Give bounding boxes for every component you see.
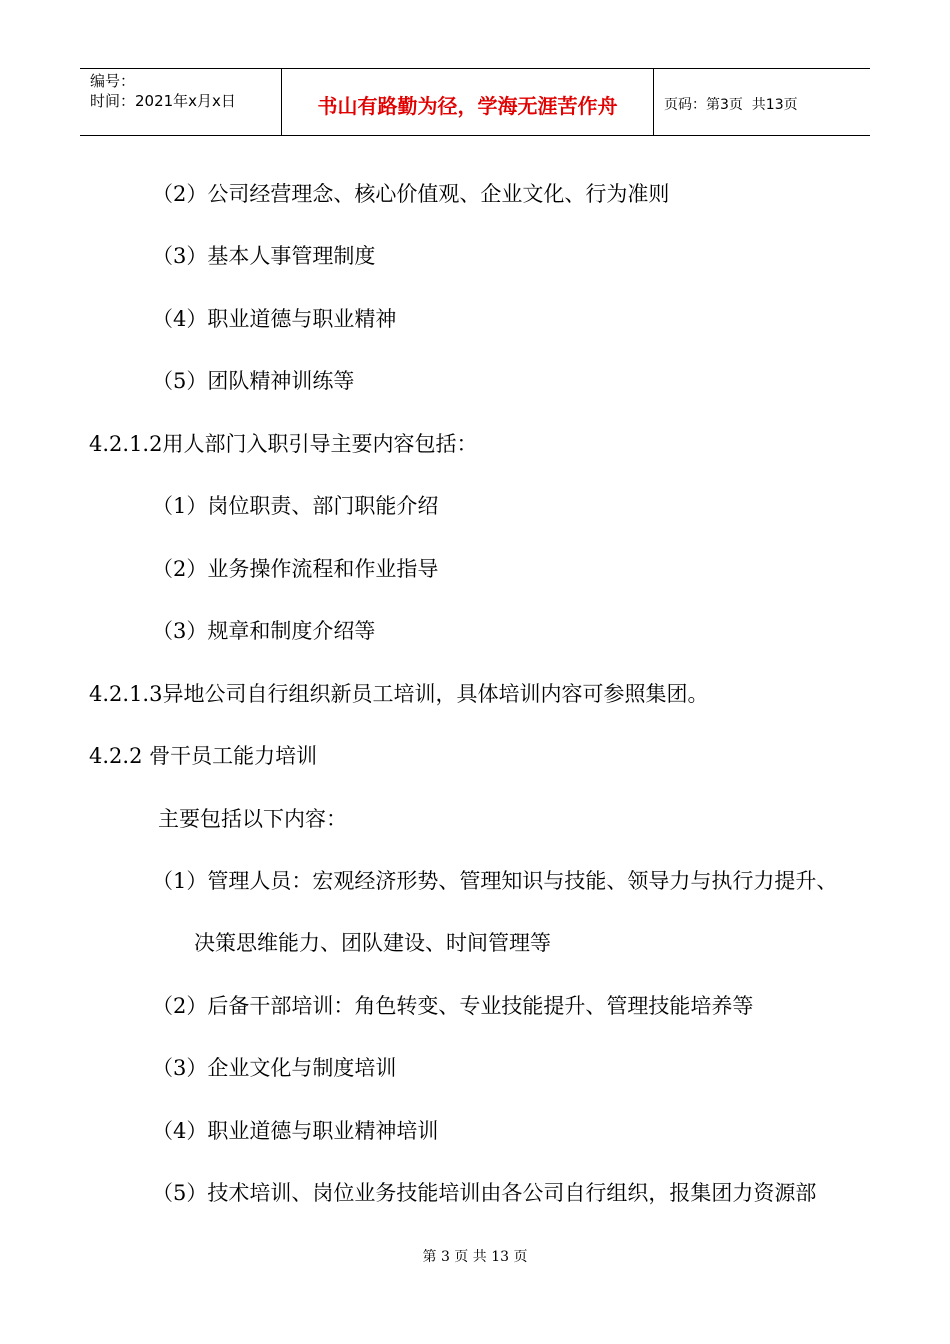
page-footer: 第 3 页 共 13 页 — [422, 1249, 528, 1265]
body-line: （3）规章和制度介绍等 — [152, 619, 376, 643]
body-line-continuation: 决策思维能力、团队建设、时间管理等 — [194, 931, 551, 955]
body-line: （5）技术培训、岗位业务技能培训由各公司自行组织，报集团力资源部 — [152, 1181, 817, 1205]
body-line: （1）岗位职责、部门职能介绍 — [152, 494, 439, 518]
body-line: （4）职业道德与职业精神 — [152, 307, 397, 331]
body-line: （3）基本人事管理制度 — [152, 244, 376, 268]
document-number-label: 编号： — [90, 72, 136, 90]
body-line: （3）企业文化与制度培训 — [152, 1056, 397, 1080]
header-meta-cell — [80, 69, 282, 135]
header-motto: 书山有路勤为径，学海无涯苦作舟 — [317, 93, 618, 118]
section-heading: 4.2.1.2用人部门入职引导主要内容包括： — [89, 432, 478, 456]
header-page-info: 页码：第3页 共13页 — [664, 97, 798, 113]
header-motto-cell — [282, 69, 654, 135]
body-line: （5）团队精神训练等 — [152, 369, 355, 393]
section-heading: 4.2.2 骨干员工能力培训 — [89, 744, 318, 768]
body-line: （1）管理人员：宏观经济形势、管理知识与技能、领导力与执行力提升、 — [152, 869, 838, 893]
body-line: （2）后备干部培训：角色转变、专业技能提升、管理技能培养等 — [152, 994, 754, 1018]
document-header — [80, 68, 870, 136]
header-page-cell — [654, 69, 870, 135]
body-line: （2）业务操作流程和作业指导 — [152, 557, 439, 581]
body-line: （2）公司经营理念、核心价值观、企业文化、行为准则 — [152, 182, 670, 206]
document-time-label: 时间：2021年x月x日 — [90, 92, 236, 110]
section-heading: 4.2.1.3异地公司自行组织新员工培训，具体培训内容可参照集团。 — [89, 682, 709, 706]
body-line: 主要包括以下内容： — [158, 807, 347, 831]
body-line: （4）职业道德与职业精神培训 — [152, 1119, 439, 1143]
